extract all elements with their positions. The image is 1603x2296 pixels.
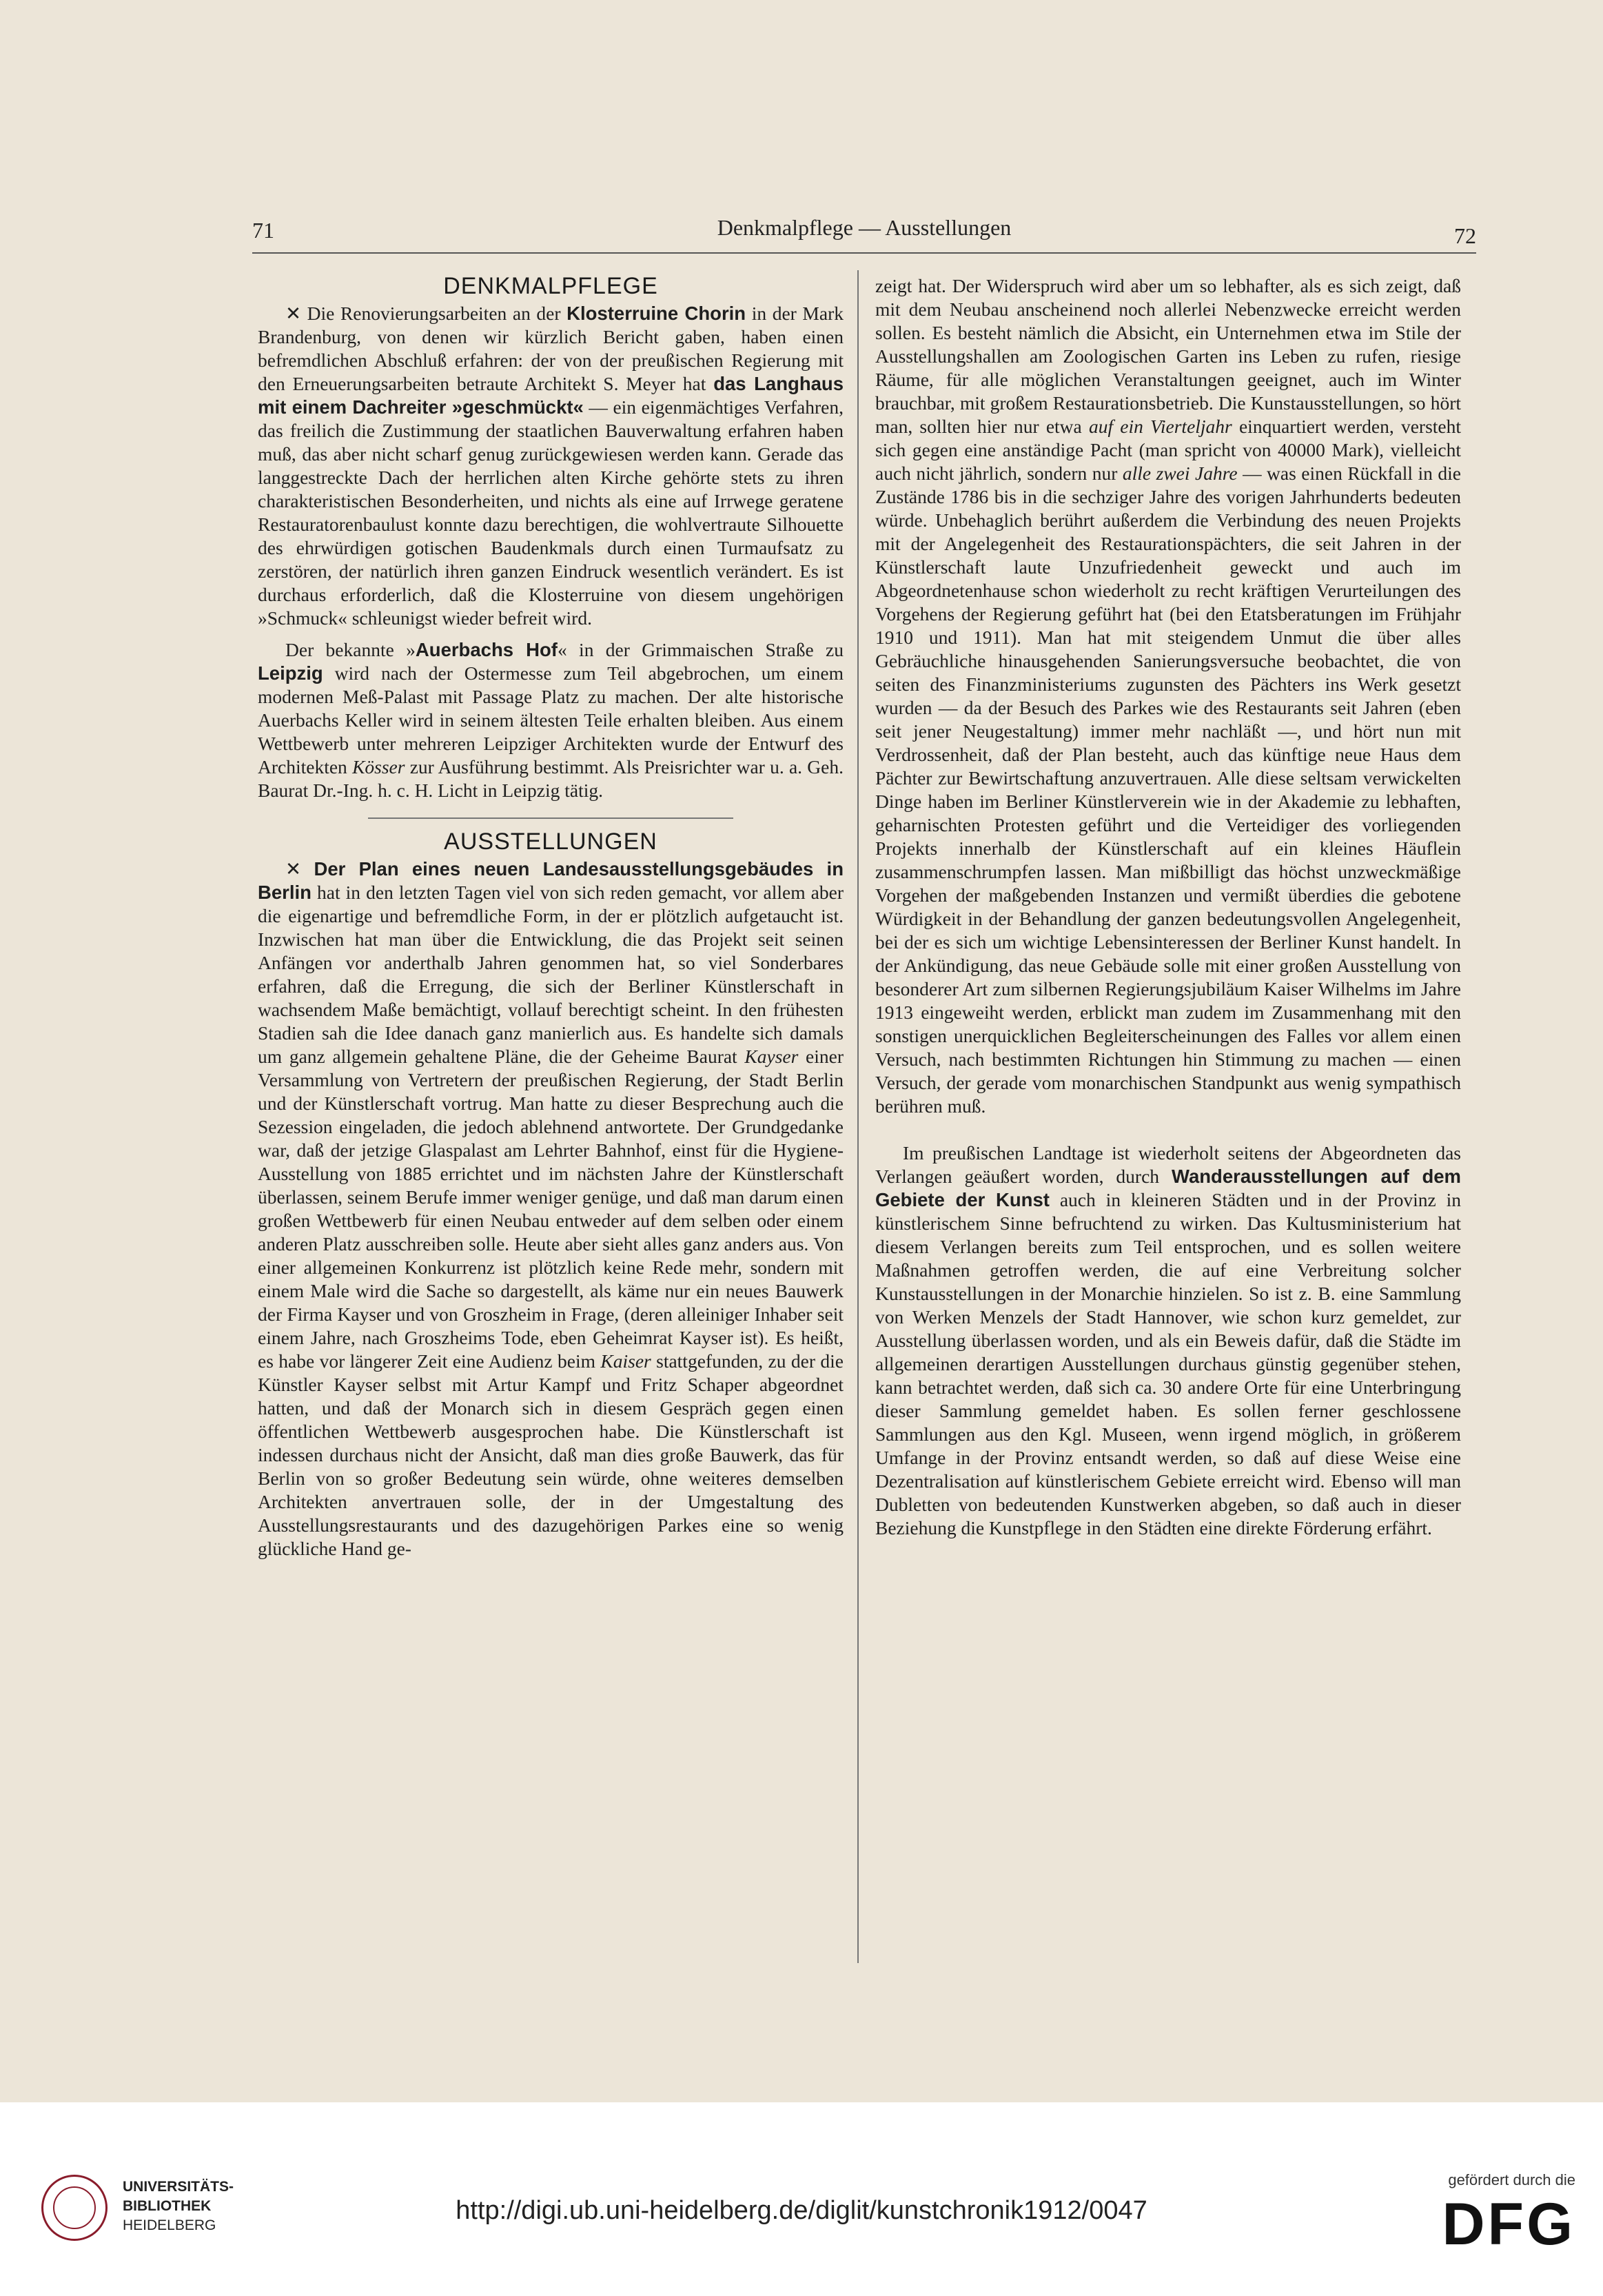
section-rule bbox=[368, 817, 733, 819]
article-landesausstellungsgebaeude: ✕ Der Plan eines neuen Landesausstellungsgebäudes in Berlin hat in den letzten Tagen viel von sich reden gemacht, vor allem aber die eigenartige und befremdliche Form, in der er plötzlich aufgetaucht ist. Inzwischen hat man über die Entwicklung, die das Projekt seit seinen Anfängen vor anderthalb Jahren genommen hat, so viel Sonderbares erfahren, daß die Erregung, die sich der Berliner Künstlerschaft in wachsendem Maße bemächtigt, vollauf berechtigt scheint. In den frühesten Stadien sah die Idee danach ganz manierlich aus. Es handelte sich damals um ganz allgemein gehaltene Pläne, die der Geheime Baurat Kayser einer Versammlung von Vertretern der preußischen Regierung, der Stadt Berlin und der Künstlerschaft vortrug. Man hatte zu dieser Besprechung auch die Sezession eingeladen, die jedoch ablehnend antwortete. Der Grundgedanke war, daß der jetzige Glaspalast am Lehrter Bahnhof, einst für die Hygiene-Ausstellung von 1885 errichtet und im nächsten Jahre der Künstlerschaft überlassen, seinem Berufe immer weniger genüge, und daß man darum einen großen Wettbewerb für einen Neubau entweder auf dem selben oder einem anderen Platz ausschreiben solle. Heute aber sieht alles ganz anders aus. Von einer allgemeinen Konkurrenz ist plötzlich keine Rede mehr, sondern mit einem Male wird die Sache so dargestellt, als käme nur ein neues Bauwerk der Firma Kayser und von Groszheim in Frage, (deren alleiniger Inhaber seit einem Jahre, nach Groszheims Tode, eben Geheimrat Kayser ist). Es heißt, es habe vor längerer Zeit eine Audienz beim Kaiser stattgefunden, zu der die Künstler Kayser selbst mit Artur Kampf und Fritz Schaper abgeordnet hatten, und daß der Monarch sich in diesem Gespräch gegen einen öffentlichen Wettbewerb ausgesprochen habe. Die Künstlerschaft ist indessen durchaus nicht der Ansicht, daß man dies große Bauwerk, das für Berlin von so großer Bedeutung sein würde, ohne weiteres demselben Architekten anvertrauen solle, der in der Umgestaltung des Ausstellungsrestaurants und des dazugehörigen Parkes eine so wenig glückliche Hand ge- bbox=[258, 858, 844, 1559]
digitization-footer bbox=[0, 2102, 1603, 2296]
funder-label: gefördert durch die bbox=[1448, 2171, 1575, 2188]
column-divider bbox=[857, 270, 859, 1963]
library-logo[interactable]: UNIVERSITÄTS- BIBLIOTHEK HEIDELBERG bbox=[41, 2175, 227, 2244]
section-heading-denkmalpflege: DENKMALPFLEGE bbox=[443, 273, 658, 299]
section-heading-ausstellungen: AUSSTELLUNGEN bbox=[444, 829, 657, 855]
dfg-logo: DFG bbox=[1442, 2191, 1575, 2257]
running-title: Denkmalpflege — Ausstellungen bbox=[717, 215, 1012, 240]
article-landesausstellungsgebaeude-continued: zeigt hat. Der Widerspruch wird aber um so lebhafter, als es sich zeigt, daß mit dem Neubau anscheinend noch allerlei Nebenzwecke erreicht werden sollen. Es besteht nämlich die Absicht, ein Unternehmen etwa im Stile der Ausstellungshallen am Zoologischen Garten ins Leben zu rufen, riesige Räume, für alle möglichen Veranstaltungen geeignet, auch im Winter brauchbar, mit großem Restaurationsbetrieb. Die Kunstausstellungen, so hört man, sollten hier nur etwa auf ein Vierteljahr einquartiert werden, versteht sich gegen eine anständige Pacht (man spricht von 40000 Mark), vielleicht auch nicht jährlich, sondern nur alle zwei Jahre — was einen Rückfall in die Zustände 1786 bis in die sechziger Jahre des vorigen Jahrhunderts bedeuten würde. Unbehaglich berührt außerdem die Verbindung des neuen Projekts mit der Angelegenheit des Restaurationspächters, die seit Jahren in der Künstlerschaft laute Unzufriedenheit geweckt und auch im Abgeordnetenhause schon wiederholt zu recht kräftigen Verurteilungen des Vorgehens der Regierung geführt hat (bei den Etatsberatungen im Frühjahr 1910 und 1911). Man hat mit steigendem Unmut die über alles Gebräuchliche hinausgehenden Sanierungsversuche beobachtet, die von seiten des Finanzministeriums zugunsten des Pächters ins Werk gesetzt wurden — da der Besuch des Parkes wie des Restaurants seit Jahren (eben seit jener Neugestaltung) immer mehr nachläßt —, und hört nun mit Verdrossenheit, daß der Plan besteht, auch das künftige neue Haus dem Pächter zur Bewirtschaftung anzuvertrauen. Alle diese seltsam verwickelten Dinge haben im Berliner Künstlerverein wie in der Akademie zu lebhaften, geharnischten Protesten geführt und die Verteidiger des vorliegenden Projekts innerhalb der Künstlerschaft auf ein kleines Häuflein zusammenschrumpfen lassen. Man mißbilligt das höchst unzweckmäßige Vorgehen der maßgebenden Instanzen und vermißt überdies die gebotene Würdigkeit in der Behandlung der ganzen bedeutungsvollen Angelegenheit, bei der es sich um wichtige Lebensinteressen der Berliner Kunst handelt. In der Ankündigung, das neue Gebäude solle mit einer großen Ausstellung von besonderer Art zum silbernen Regierungsjubiläum Kaiser Wilhelms im Jahre 1913 eingeweiht werden, erblickt man zudem im Zusammenhang mit den sonstigen unerquicklichen Begleiterscheinungen des Falles vor allem einen Versuch, nach bestimmten Richtungen hin Stimmung zu machen — einen Versuch, der gerade vom monarchischen Standpunkt aus wenig sympathisch berühren muß. bbox=[875, 275, 1462, 1117]
page-number-right: 72 bbox=[1454, 223, 1476, 248]
running-header bbox=[252, 212, 1476, 254]
cross-mark-icon: ✕ bbox=[285, 303, 302, 325]
right-column bbox=[875, 274, 1461, 1540]
article-auerbachs-hof: Der bekannte »Auerbachs Hof« in der Grimmaischen Straße zu Leipzig wird nach der Ostermesse zum Teil abgebrochen, um einem modernen Meß-Palast mit Passage Platz zu machen. Der alte historische Auerbachs Keller wird in seinem ältesten Teile erhalten bleiben. Aus einem Wettbewerb unter mehreren Leipziger Architekten wurde der Entwurf des Architekten Kösser zur Ausführung bestimmt. Als Preisrichter war u. a. Geh. Baurat Dr.-Ing. h. c. H. Licht in Leipzig tätig. bbox=[258, 639, 844, 801]
page-number-left: 71 bbox=[252, 218, 274, 243]
header-rule bbox=[252, 252, 1476, 254]
article-wanderausstellungen: Im preußischen Landtage ist wiederholt seitens der Abgeordneten das Verlangen geäußert worden, durch Wanderausstellungen auf dem Gebiete der Kunst auch in kleineren Städten und in der Provinz in künstlerischem Sinne befruchtend zu wirken. Das Kultusministerium hat diesem Verlangen bereits zum Teil entsprochen, und es sollen weitere Maßnahmen getroffen werden, die auf eine Verbreitung solcher Kunstausstellungen in der Monarchie hinzielen. So ist z. B. eine Sammlung von Werken Menzels der Stadt Hannover, wie schon kurz gemeldet, zur Ausstellung überlassen worden, und als ein Beweis dafür, daß die Städte im allgemeinen derartigen Ausstellungen durchaus günstig gegenüber stehen, kann betrachtet werden, daß sich ca. 30 andere Orte für eine Unterbringung dieser Sammlung gemeldet haben. Es sollen ferner geschlossene Sammlungen aus den Kgl. Museen, wenn irgend möglich, in größerem Umfange in der Provinz entsandt werden, so daß auf diese Weise eine Dezentralisation auf künstlerischem Gebiete erreicht wird. Ebenso will man Dubletten von bedeutenden Kunstwerken abgeben, so daß auch in dieser Beziehung die Kunstpflege in den Städten eine direkte Förderung erfährt. bbox=[875, 1142, 1462, 1538]
cross-mark-icon: ✕ bbox=[285, 858, 302, 880]
permalink-url[interactable]: http://digi.ub.uni-heidelberg.de/diglit/kunstchronik1912/0047 bbox=[456, 2196, 1147, 2225]
left-column bbox=[258, 274, 844, 1561]
funder-logo[interactable] bbox=[1410, 2171, 1575, 2257]
article-klosterruine-chorin: ✕ Die Renovierungsarbeiten an der Klosterruine Chorin in der Mark Brandenburg, von denen wir kürzlich Bericht gaben, haben einen befremdlichen Abschluß erfahren: der von der preußischen Regierung mit den Erneuerungsarbeiten betraute Architekt S. Meyer hat das Langhaus mit einem Dachreiter »geschmückt« — ein eigenmächtiges Verfahren, das freilich die Zustimmung der staatlichen Bauverwaltung erfahren haben muß, das aber nicht scharf genug zurückgewiesen werden kann. Gerade das langgestreckte Dach der herrlichen alten Kirche gehörte stets zu ihren charakteristischen Besonderheiten, und nichts als eine auf Irrwege geratene Restauratorenbaulust konnte dazu berechtigen, die wohlvertraute Silhouette des ehrwürdigen gotischen Baudenkmals durch einen Turmaufsatz zu zerstören, der natürlich ihren ganzen Eindruck wesentlich verändert. Es ist durchaus erforderlich, daß die Klosterruine von diesem ungehörigen »Schmuck« schleunigst wieder befreit wird. bbox=[258, 303, 844, 629]
